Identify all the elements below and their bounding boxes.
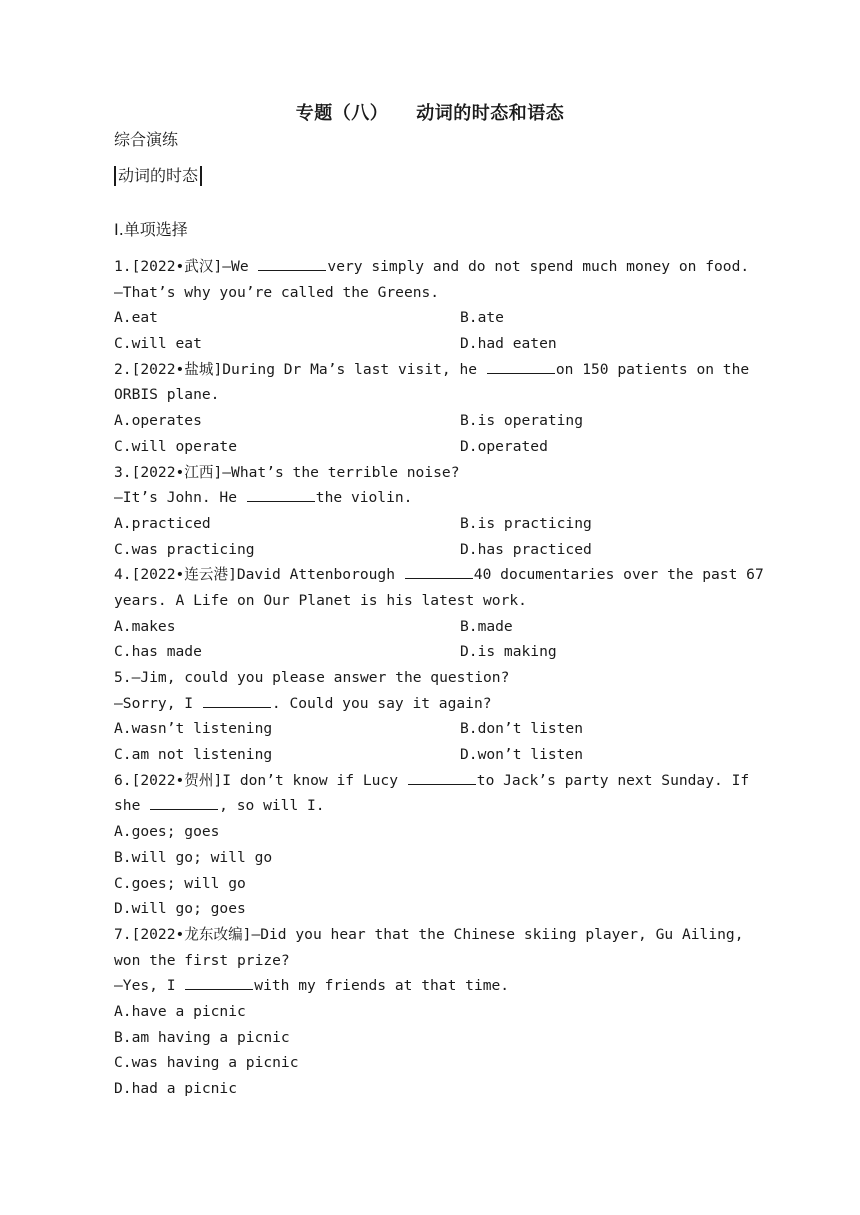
subtitle: 综合演练 bbox=[114, 130, 179, 149]
question-5-reply-cont: . Could you say it again? bbox=[271, 694, 492, 712]
question-7-stem-wrap: won the first prize? bbox=[114, 951, 290, 969]
answer-blank bbox=[247, 485, 315, 502]
question-1 bbox=[114, 254, 764, 357]
answer-blank bbox=[185, 973, 253, 990]
question-4-stem: 4.[2022•连云港]David Attenborough bbox=[114, 566, 404, 584]
option-b: B.made bbox=[460, 617, 513, 635]
option-c: C.goes; will go bbox=[114, 874, 246, 892]
question-1-reply: —That’s why you’re called the Greens. bbox=[114, 283, 440, 301]
question-7-reply-cont: with my friends at that time. bbox=[254, 977, 510, 995]
option-c: C.was having a picnic bbox=[114, 1054, 299, 1072]
part-heading: Ⅰ.单项选择 bbox=[114, 220, 188, 239]
question-2-stem: 2.[2022•盐城]During Dr Ma’s last visit, he bbox=[114, 360, 486, 378]
question-6-stem-cont: to Jack’s party next Sunday. If bbox=[476, 771, 750, 789]
question-3-reply: —It’s John. He bbox=[114, 489, 246, 507]
option-b: B.is operating bbox=[460, 412, 584, 430]
question-2-stem-cont: on 150 patients on the bbox=[555, 360, 750, 378]
question-6-stem-wrap: she bbox=[114, 797, 150, 815]
option-b: B.will go; will go bbox=[114, 848, 273, 866]
option-c: C.am not listening bbox=[114, 746, 273, 764]
option-d: D.won’t listen bbox=[460, 746, 584, 764]
option-a: A.goes; goes bbox=[114, 823, 220, 841]
answer-blank bbox=[405, 562, 473, 579]
answer-blank bbox=[408, 768, 476, 785]
question-4-stem-wrap: years. A Life on Our Planet is his latest work. bbox=[114, 591, 527, 609]
option-d: D.has practiced bbox=[460, 540, 592, 558]
question-5 bbox=[114, 665, 764, 768]
option-d: D.will go; goes bbox=[114, 900, 246, 918]
option-d: D.had a picnic bbox=[114, 1080, 238, 1097]
question-3-stem: 3.[2022•江西]—What’s the terrible noise? bbox=[114, 463, 460, 481]
question-2-stem-wrap: ORBIS plane. bbox=[114, 386, 220, 404]
option-d: D.had eaten bbox=[460, 335, 557, 353]
question-3 bbox=[114, 460, 764, 563]
option-c: C.will eat bbox=[114, 335, 202, 353]
option-b: B.don’t listen bbox=[460, 720, 584, 738]
question-5-reply: —Sorry, I bbox=[114, 694, 202, 712]
title-subject: 动词的时态和语态 bbox=[416, 103, 565, 124]
option-c: C.was practicing bbox=[114, 540, 255, 558]
option-d: D.is making bbox=[460, 643, 557, 661]
page-title bbox=[0, 99, 860, 125]
option-b: B.ate bbox=[460, 309, 504, 327]
question-1-stem-cont: very simply and do not spend much money on food. bbox=[327, 258, 750, 275]
answer-blank bbox=[203, 691, 271, 708]
title-topic: 专题（八） bbox=[295, 103, 389, 124]
option-a: A.eat bbox=[114, 309, 158, 327]
answer-blank bbox=[487, 357, 555, 374]
question-list bbox=[114, 254, 764, 1102]
option-a: A.makes bbox=[114, 617, 176, 635]
question-4 bbox=[114, 562, 764, 665]
question-1-stem: 1.[2022•武汉]—We bbox=[114, 258, 258, 275]
question-3-reply-cont: the violin. bbox=[315, 489, 413, 507]
question-4-stem-cont: 40 documentaries over the past 67 bbox=[473, 566, 764, 584]
option-c: C.will operate bbox=[114, 437, 238, 455]
option-d: D.operated bbox=[460, 437, 548, 455]
question-7 bbox=[114, 922, 764, 1102]
section-heading: 动词的时态 bbox=[114, 166, 202, 186]
question-6-stem-end: , so will I. bbox=[219, 797, 325, 815]
question-6-stem: 6.[2022•贺州]I don’t know if Lucy bbox=[114, 771, 407, 789]
question-7-stem: 7.[2022•龙东改编]—Did you hear that the Chinese skiing player, Gu Ailing, bbox=[114, 925, 744, 943]
question-5-stem: 5.—Jim, could you please answer the question? bbox=[114, 669, 510, 686]
question-7-reply: —Yes, I bbox=[114, 977, 185, 995]
option-b: B.is practicing bbox=[460, 514, 592, 532]
answer-blank bbox=[150, 793, 218, 810]
option-a: A.operates bbox=[114, 412, 202, 430]
option-c: C.has made bbox=[114, 643, 202, 661]
option-b: B.am having a picnic bbox=[114, 1028, 290, 1046]
answer-blank bbox=[258, 254, 326, 271]
option-a: A.wasn’t listening bbox=[114, 720, 273, 738]
question-2 bbox=[114, 357, 764, 460]
option-a: A.have a picnic bbox=[114, 1002, 246, 1020]
question-6 bbox=[114, 768, 764, 922]
option-a: A.practiced bbox=[114, 514, 211, 532]
